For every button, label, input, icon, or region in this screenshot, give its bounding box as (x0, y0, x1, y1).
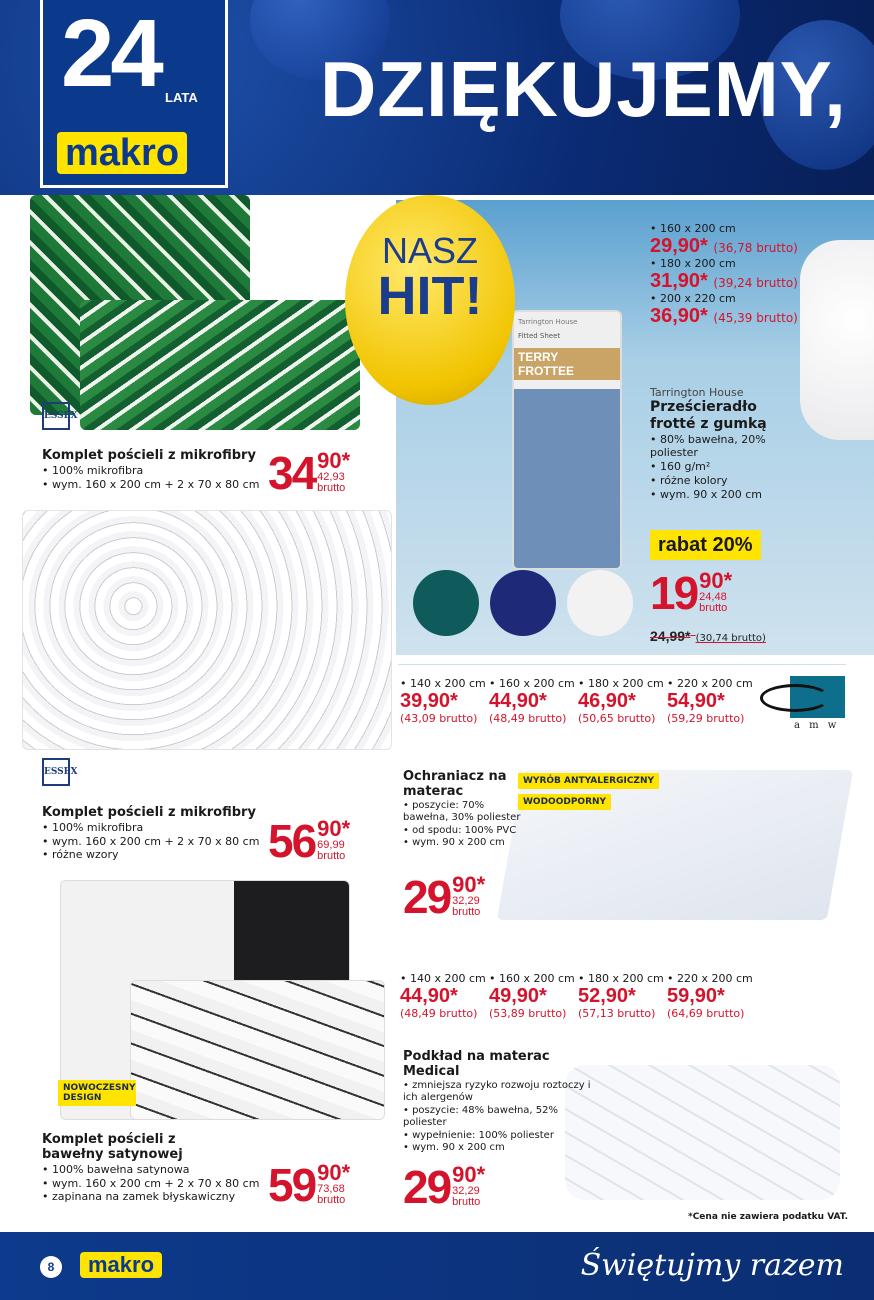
product-bullet: • 100% mikrofibra (42, 820, 144, 834)
product-image-leaf-duvet (80, 300, 360, 430)
product-bullet: • wym. 160 x 200 cm + 2 x 70 x 80 cm (42, 834, 260, 848)
color-swatch-teal[interactable] (413, 570, 479, 636)
hit-balloon (345, 195, 515, 405)
product-bullet: • 160 g/m² (650, 460, 711, 474)
price-main: 19 (650, 567, 698, 619)
divider (398, 664, 846, 665)
product-bullet: • poszycie: 70% bawełna, 30% poliester (403, 799, 521, 824)
size-brutto: (43,09 brutto) (400, 712, 478, 725)
size-label: • 180 x 200 cm (578, 677, 664, 690)
package-label: Fitted Sheet (518, 332, 561, 340)
price-tag (650, 567, 733, 619)
protector-tags (518, 768, 659, 810)
price-tag (403, 1161, 486, 1213)
price-tag (268, 447, 351, 499)
product-bullet: • różne wzory (42, 848, 119, 862)
size-price-col (400, 677, 490, 725)
essex-logo: ESSEX (42, 758, 70, 786)
price-cents: 90* (452, 1162, 486, 1187)
size-brutto: (39,24 brutto) (713, 276, 798, 290)
product-bullet: • od spodu: 100% PVC (403, 824, 517, 836)
product-bullet: • wypełnienie: 100% poliester (403, 1129, 554, 1141)
essex-logo: ESSEX (42, 402, 70, 430)
product-bullet: • wym. 90 x 200 cm (403, 1142, 505, 1154)
product-bullet: • wym. 90 x 200 cm (650, 487, 762, 501)
old-price (650, 626, 766, 645)
size-label: • 160 x 200 cm (650, 222, 736, 235)
product-info-2 (42, 806, 282, 862)
size-label: • 160 x 200 cm (489, 972, 575, 985)
size-label: • 220 x 200 cm (667, 677, 753, 690)
size-label: • 180 x 200 cm (650, 257, 736, 270)
size-brutto: (48,49 brutto) (400, 1007, 478, 1020)
tarrington-house-brand: Tarrington House (650, 386, 744, 399)
logo-lata: LATA (165, 90, 198, 105)
brutto-label: brutto (452, 906, 481, 918)
size-brutto: (50,65 brutto) (578, 712, 656, 725)
vat-footnote: *Cena nie zawiera podatku VAT. (688, 1212, 849, 1222)
product-bullet: • 100% mikrofibra (42, 463, 144, 477)
product-info-3 (42, 1133, 292, 1204)
pad-info (403, 1050, 593, 1155)
product-title: Komplet pościeli z mikrofibry (42, 805, 256, 820)
tag-antiallergic: WYRÓB ANTYALERGICZNY (518, 773, 659, 789)
product-bullet: • wym. 160 x 200 cm + 2 x 70 x 80 cm (42, 1176, 260, 1190)
size-price: 39,90* (400, 690, 458, 712)
footer-slogan: Świętujmy razem (580, 1248, 844, 1283)
size-brutto: (36,78 brutto) (713, 241, 798, 255)
price-brutto: 24,48 (699, 591, 727, 603)
amw-logo (760, 676, 845, 734)
size-label: • 140 x 200 cm (400, 972, 486, 985)
price-main: 29 (403, 871, 451, 923)
size-label: • 200 x 220 cm (650, 292, 736, 305)
size-price-col (578, 677, 668, 725)
product-bullet: • 100% bawełna satynowa (42, 1162, 190, 1176)
size-price: 52,90* (578, 985, 636, 1007)
size-price-col (489, 972, 579, 1020)
price-tag (268, 815, 351, 867)
product-image-bicycle-bedding (22, 510, 392, 750)
brutto-label: brutto (317, 482, 346, 494)
product-image-cactus-duvet (130, 980, 385, 1120)
old-price-brutto: (30,74 brutto) (695, 633, 766, 644)
size-price: 54,90* (667, 690, 725, 712)
amw-logo-eye (760, 684, 830, 712)
price-tag (268, 1159, 351, 1211)
product-bullet: • wym. 90 x 200 cm (403, 837, 505, 849)
product-info-1 (42, 449, 282, 491)
price-cents: 90* (317, 1160, 351, 1185)
size-price-col (667, 972, 757, 1020)
size-price-col (578, 972, 668, 1020)
size-price-col (489, 677, 579, 725)
size-label: • 220 x 200 cm (667, 972, 753, 985)
price-cents: 90* (317, 448, 351, 473)
amw-logo-text: a m w (794, 720, 840, 731)
size-price-col (400, 972, 490, 1020)
old-price-net: 24,99* (650, 628, 691, 644)
size-price: 59,90* (667, 985, 725, 1007)
size-price: 46,90* (578, 690, 636, 712)
price-main: 29 (403, 1161, 451, 1213)
makro-24-logo (40, 0, 228, 188)
size-price: 29,90* (650, 235, 708, 257)
price-brutto: 32,29 (452, 1185, 480, 1197)
product-title: Komplet pościeli z mikrofibry (42, 448, 256, 463)
price-cents: 90* (317, 816, 351, 841)
size-brutto: (48,49 brutto) (489, 712, 567, 725)
footer (0, 1232, 874, 1300)
price-brutto: 32,29 (452, 895, 480, 907)
size-brutto: (59,29 brutto) (667, 712, 745, 725)
price-brutto: 69,99 (317, 839, 345, 851)
price-tag (403, 871, 486, 923)
hit-line1: NASZ (381, 230, 478, 271)
size-label: • 140 x 200 cm (400, 677, 486, 690)
logo-brand: makro (57, 132, 187, 174)
footer-makro-logo: makro (80, 1252, 162, 1278)
size-brutto: (45,39 brutto) (713, 311, 798, 325)
package-title: TERRY FROTTEE (514, 348, 620, 380)
hit-size-prices (650, 222, 830, 327)
product-bullet: • poszycie: 48% bawełna, 52% poliester (403, 1104, 558, 1129)
product-title: Podkład na materac Medical (403, 1049, 550, 1079)
product-image-mattress-pad (565, 1065, 840, 1200)
price-cents: 90* (699, 568, 733, 593)
size-price: 44,90* (400, 985, 458, 1007)
product-bullet: • zmniejsza ryzyko rozwoju roztoczy i ich alergenów (403, 1079, 591, 1104)
size-price: 36,90* (650, 305, 708, 327)
product-title: Prześcieradło frotté z gumką (650, 399, 767, 432)
price-main: 59 (268, 1159, 316, 1211)
logo-number: 24 (61, 0, 160, 107)
size-label: • 180 x 200 cm (578, 972, 664, 985)
brutto-label: brutto (452, 1196, 481, 1208)
tag-waterproof: WODOODPORNY (518, 794, 611, 810)
protector-info (403, 770, 528, 850)
price-brutto: 42,93 (317, 471, 345, 483)
size-brutto: (64,69 brutto) (667, 1007, 745, 1020)
product-bullet: • 80% bawełna, 20% poliester (650, 432, 766, 460)
price-main: 34 (268, 447, 316, 499)
product-image-terry-sheet-package (512, 310, 622, 570)
color-swatch-navy[interactable] (490, 570, 556, 636)
discount-badge: rabat 20% (650, 530, 761, 560)
size-price: 49,90* (489, 985, 547, 1007)
price-main: 56 (268, 815, 316, 867)
badge-modern-design: NOWOCZESNY DESIGN (58, 1080, 136, 1106)
hit-line2: HIT! (377, 266, 483, 326)
color-swatch-white[interactable] (567, 570, 633, 636)
price-brutto: 73,68 (317, 1183, 345, 1195)
page-number: 8 (40, 1256, 62, 1278)
size-brutto: (53,89 brutto) (489, 1007, 567, 1020)
price-cents: 90* (452, 872, 486, 897)
brutto-label: brutto (699, 602, 728, 614)
product-bullet: • różne kolory (650, 473, 728, 487)
size-label: • 160 x 200 cm (489, 677, 575, 690)
package-brand: Tarrington House (518, 318, 578, 326)
product-title: Komplet pościeli z bawełny satynowej (42, 1132, 183, 1162)
product-title: Ochraniacz na materac (403, 769, 507, 799)
brutto-label: brutto (317, 850, 346, 862)
brutto-label: brutto (317, 1194, 346, 1206)
headline: DZIĘKUJEMY, (320, 45, 847, 133)
product-bullet: • wym. 160 x 200 cm + 2 x 70 x 80 cm (42, 477, 260, 491)
hit-product-info (650, 386, 800, 501)
size-price: 44,90* (489, 690, 547, 712)
size-price-col (667, 677, 757, 725)
product-bullet: • zapinana na zamek błyskawiczny (42, 1190, 236, 1204)
size-brutto: (57,13 brutto) (578, 1007, 656, 1020)
size-price: 31,90* (650, 270, 708, 292)
